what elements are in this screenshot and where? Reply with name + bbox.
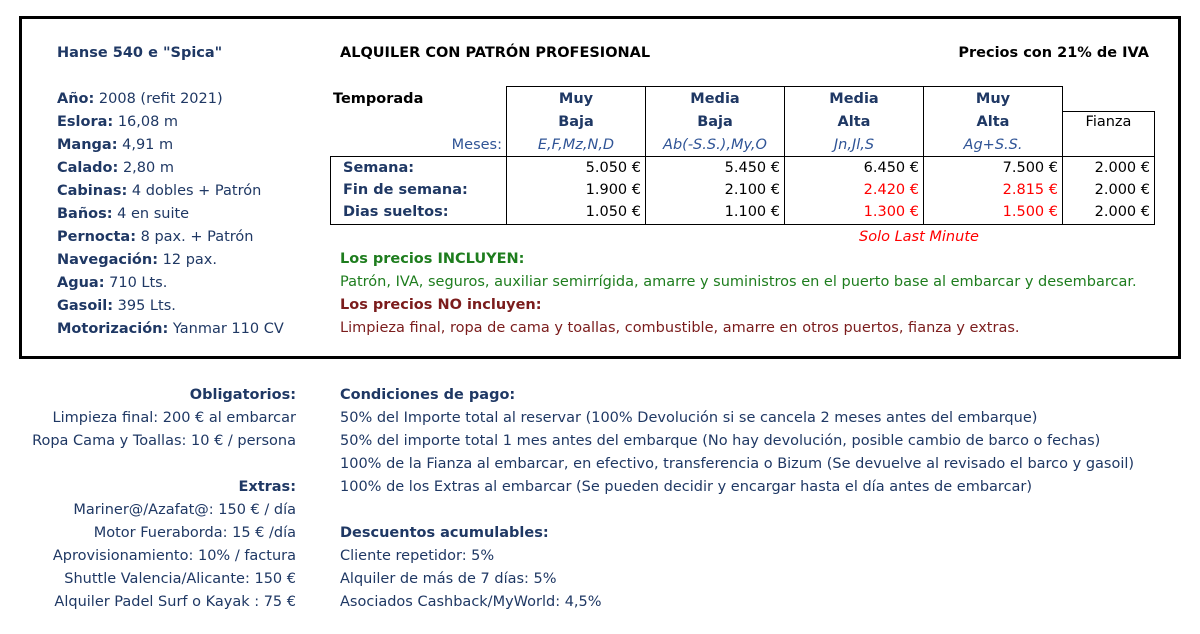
spec-label: Cabinas: bbox=[57, 183, 128, 199]
obligatorio-item: Ropa Cama y Toallas: 10 € / persona bbox=[32, 433, 296, 449]
spec-label: Calado: bbox=[57, 160, 119, 176]
spec-value: 4 en suite bbox=[117, 206, 190, 222]
fianza-cell: 2.000 € bbox=[1094, 204, 1150, 220]
includes-text: Patrón, IVA, seguros, auxiliar semirrígida, amarre y suministros en el puerto base al embarcar y desembarcar. bbox=[340, 274, 1137, 290]
season-header-line1: Muy bbox=[975, 91, 1011, 107]
spec-item bbox=[57, 229, 253, 245]
season-months: Ag+S.S. bbox=[963, 137, 1023, 153]
extra-item: Aprovisionamiento: 10% / factura bbox=[52, 548, 296, 564]
pago-item: 50% del importe total 1 mes antes del embarque (No hay devolución, posible cambio de barco o fechas) bbox=[340, 433, 1101, 449]
spec-label: Baños: bbox=[57, 206, 113, 222]
spec-label: Motorización: bbox=[57, 321, 169, 337]
spec-label: Agua: bbox=[57, 275, 105, 291]
price-cell: 5.050 € bbox=[585, 160, 641, 176]
price-cell: 1.100 € bbox=[724, 204, 780, 220]
boat-title: Hanse 540 e "Spica" bbox=[57, 45, 223, 61]
extra-item: Shuttle Valencia/Alicante: 150 € bbox=[64, 571, 296, 587]
season-header-line1: Muy bbox=[558, 91, 594, 107]
spec-item bbox=[57, 206, 189, 222]
spec-value: 4 dobles + Patrón bbox=[131, 183, 262, 199]
spec-label: Eslora: bbox=[57, 114, 114, 130]
extras-title: Extras: bbox=[238, 479, 296, 495]
temporada-label: Temporada bbox=[333, 91, 424, 107]
table-border bbox=[330, 224, 1155, 225]
descuento-item: Alquiler de más de 7 días: 5% bbox=[340, 571, 557, 587]
price-cell-last-minute: 2.815 € bbox=[1002, 182, 1058, 198]
price-cell: 1.900 € bbox=[585, 182, 641, 198]
spec-value: Yanmar 110 CV bbox=[172, 321, 284, 337]
pago-title: Condiciones de pago: bbox=[340, 387, 516, 403]
price-cell: 1.050 € bbox=[585, 204, 641, 220]
spec-value: 2,80 m bbox=[122, 160, 174, 176]
spec-item bbox=[57, 137, 173, 153]
spec-item bbox=[57, 298, 176, 314]
descuento-item: Cliente repetidor: 5% bbox=[340, 548, 495, 564]
obligatorio-item: Limpieza final: 200 € al embarcar bbox=[52, 410, 296, 426]
price-cell: 6.450 € bbox=[863, 160, 919, 176]
price-cell-last-minute: 2.420 € bbox=[863, 182, 919, 198]
price-cell: 7.500 € bbox=[1002, 160, 1058, 176]
table-border bbox=[330, 156, 331, 225]
fianza-cell: 2.000 € bbox=[1094, 182, 1150, 198]
pago-item: 100% de los Extras al embarcar (Se pueden decidir y encargar hasta el día antes de embarcar) bbox=[340, 479, 1033, 495]
spec-label: Navegación: bbox=[57, 252, 159, 268]
spec-value: 16,08 m bbox=[117, 114, 179, 130]
spec-item bbox=[57, 275, 167, 291]
price-cell-last-minute: 1.300 € bbox=[863, 204, 919, 220]
spec-value: 8 pax. + Patrón bbox=[140, 229, 254, 245]
season-months: Jn,Jl,S bbox=[833, 137, 875, 153]
table-border bbox=[1062, 111, 1155, 112]
spec-label: Gasoil: bbox=[57, 298, 114, 314]
descuento-item: Asociados Cashback/MyWorld: 4,5% bbox=[340, 594, 602, 610]
pago-item: 100% de la Fianza al embarcar, en efectivo, transferencia o Bizum (Se devuelve al revisado el barco y gasoil) bbox=[340, 456, 1135, 472]
extra-item: Motor Fueraborda: 15 € /día bbox=[93, 525, 296, 541]
spec-item bbox=[57, 183, 261, 199]
spec-value: 12 pax. bbox=[162, 252, 217, 268]
table-border bbox=[1154, 111, 1155, 225]
excludes-text: Limpieza final, ropa de cama y toallas, combustible, amarre en otros puertos, fianza y extras. bbox=[340, 320, 1020, 336]
fianza-header: Fianza bbox=[1085, 114, 1132, 130]
fianza-cell: 2.000 € bbox=[1094, 160, 1150, 176]
season-header-line2: Baja bbox=[697, 114, 733, 130]
pago-item: 50% del Importe total al reservar (100% Devolución si se cancela 2 meses antes del embarque) bbox=[340, 410, 1038, 426]
season-header-line2: Alta bbox=[837, 114, 871, 130]
extra-item: Alquiler Padel Surf o Kayak : 75 € bbox=[54, 594, 296, 610]
descuentos-title: Descuentos acumulables: bbox=[340, 525, 549, 541]
extra-item: Mariner@/Azafat@: 150 € / día bbox=[73, 502, 296, 518]
season-header-line2: Alta bbox=[976, 114, 1010, 130]
spec-label: Pernocta: bbox=[57, 229, 137, 245]
season-header-line2: Baja bbox=[558, 114, 594, 130]
spec-value: 395 Lts. bbox=[117, 298, 176, 314]
row-label: Fin de semana: bbox=[343, 182, 468, 198]
season-header-line1: Media bbox=[690, 91, 740, 107]
spec-value: 2008 (refit 2021) bbox=[98, 91, 223, 107]
spec-item bbox=[57, 252, 217, 268]
row-label: Semana: bbox=[343, 160, 415, 176]
spec-item bbox=[57, 114, 178, 130]
season-header-line1: Media bbox=[829, 91, 879, 107]
spec-value: 710 Lts. bbox=[109, 275, 168, 291]
vat-note: Precios con 21% de IVA bbox=[958, 45, 1149, 61]
table-border bbox=[330, 156, 1155, 157]
price-cell-last-minute: 1.500 € bbox=[1002, 204, 1058, 220]
spec-value: 4,91 m bbox=[122, 137, 174, 153]
service-title: ALQUILER CON PATRÓN PROFESIONAL bbox=[340, 45, 651, 61]
spec-item bbox=[57, 91, 223, 107]
excludes-title: Los precios NO incluyen: bbox=[340, 297, 542, 313]
spec-item bbox=[57, 321, 284, 337]
last-minute-note: Solo Last Minute bbox=[859, 229, 979, 245]
includes-title: Los precios INCLUYEN: bbox=[340, 251, 525, 267]
price-cell: 2.100 € bbox=[724, 182, 780, 198]
spec-item bbox=[57, 160, 174, 176]
row-label: Dias sueltos: bbox=[343, 204, 449, 220]
season-months: Ab(-S.S.),My,O bbox=[663, 137, 767, 153]
meses-label: Meses: bbox=[451, 137, 502, 153]
obligatorios-title: Obligatorios: bbox=[189, 387, 296, 403]
price-cell: 5.450 € bbox=[724, 160, 780, 176]
spec-label: Manga: bbox=[57, 137, 118, 153]
season-months: E,F,Mz,N,D bbox=[537, 137, 615, 153]
spec-label: Año: bbox=[57, 91, 95, 107]
